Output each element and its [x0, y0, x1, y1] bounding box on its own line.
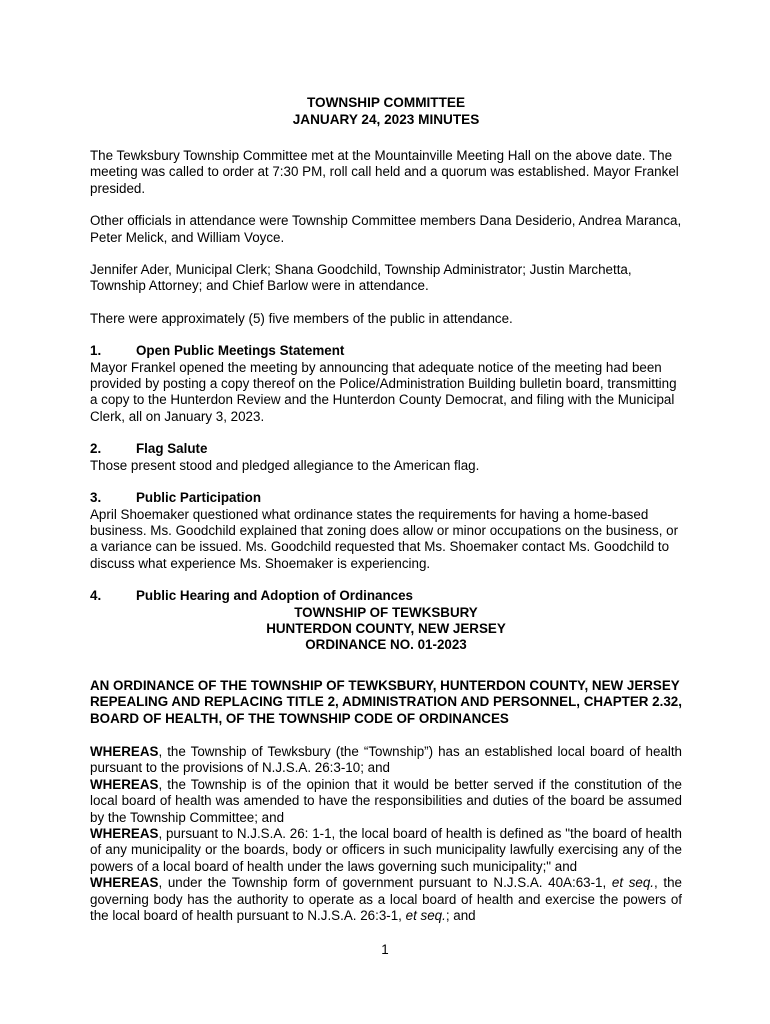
document-title: TOWNSHIP COMMITTEE	[306, 95, 466, 110]
whereas-label: WHEREAS	[90, 743, 159, 759]
document-subtitle: JANUARY 24, 2023 MINUTES	[292, 112, 480, 127]
section-body-public-participation: April Shoemaker questioned what ordinance states the requirements for having a home-based business. Ms. Goodchild explained that zoning does allow or minor occupations on the business, or a variance can be issued. Ms. Goodchild requested that Ms. Shoemaker contact Ms. Goodchild to discuss what experience Ms. Shoemaker is experiencing.	[90, 506, 679, 571]
section-title: Open Public Meetings Statement	[136, 343, 345, 359]
page-number: 1	[381, 942, 389, 957]
section-body-flag-salute: Those present stood and pledged allegiance to the American flag.	[90, 457, 480, 473]
whereas-italic: et seq.	[611, 875, 655, 891]
whereas-text: , pursuant to N.J.S.A. 26: 1-1, the local board of health is defined as "the board of health of any municipality or the boards, body or officers in such municipality lawfully exercising any of the powers of a local board of health under the laws governing such municipality;" and	[90, 826, 682, 874]
section-number: 1.	[90, 343, 102, 359]
whereas-text: , the Township is of the opinion that it would be better served if the constitution of the local board of health was amended to have the responsibilities and duties of the board be assumed by the Township Committee; and	[90, 776, 682, 825]
whereas-clause-2	[90, 777, 682, 826]
section-title: Public Participation	[136, 490, 262, 506]
whereas-label: WHEREAS	[90, 776, 159, 792]
intro-paragraph-staff: Jennifer Ader, Municipal Clerk; Shana Goodchild, Township Administrator; Justin Marchetta, Township Attorney; and Chief Barlow were in attendance.	[90, 262, 632, 294]
section-heading-flag-salute	[90, 441, 682, 457]
section-number: 2.	[90, 441, 102, 457]
ordinance-township: TOWNSHIP OF TEWKSBURY	[294, 604, 478, 620]
whereas-text: ; and	[445, 908, 476, 924]
ordinance-county: HUNTERDON COUNTY, NEW JERSEY	[266, 620, 506, 636]
section-title: Flag Salute	[136, 441, 208, 457]
section-body-open-public-meetings: Mayor Frankel opened the meeting by announcing that adequate notice of the meeting had been provided by posting a copy thereof on the Police/Administration Building bulletin board, transmitting a copy to the Hunterdon Review and the Hunterdon County Democrat, and filing with the Municipal Clerk, all on January 3, 2023.	[90, 359, 677, 424]
intro-paragraph-officials: Other officials in attendance were Township Committee members Dana Desiderio, Andrea Maranca, Peter Melick, and William Voyce.	[90, 213, 682, 245]
whereas-text: , under the Township form of government pursuant to N.J.S.A. 40A:63-1,	[158, 875, 612, 891]
whereas-clause-3	[90, 826, 682, 875]
section-heading-open-public-meetings	[90, 343, 682, 359]
intro-paragraph-call-to-order: The Tewksbury Township Committee met at the Mountainville Meeting Hall on the above date. The meeting was called to order at 7:30 PM, roll call held and a quorum was established. Mayor Frankel presided.	[90, 148, 679, 196]
section-heading-public-participation	[90, 490, 682, 506]
section-number: 4.	[90, 588, 102, 604]
ordinance-number: ORDINANCE NO. 01-2023	[305, 637, 467, 653]
section-number: 3.	[90, 490, 102, 506]
whereas-clause-4	[90, 875, 682, 924]
whereas-label: WHEREAS	[90, 875, 159, 891]
whereas-clause-1	[90, 744, 682, 777]
whereas-text: , the governing body has the authority to operate as a local board of health and exercise the powers of the local board of health pursuant to N.J.S.A. 26:3-1,	[90, 875, 682, 924]
whereas-label: WHEREAS	[90, 826, 159, 841]
ordinance-title: AN ORDINANCE OF THE TOWNSHIP OF TEWKSBURY, HUNTERDON COUNTY, NEW JERSEY REPEALING AND REPLACING TITLE 2, ADMINISTRATION AND PERSONNEL, CHAPTER 2.32, BOARD OF HEALTH, OF THE TOWNSHIP CODE OF ORDINANCES	[90, 677, 682, 726]
section-title: Public Hearing and Adoption of Ordinances	[136, 588, 414, 604]
intro-paragraph-public: There were approximately (5) five members of the public in attendance.	[90, 310, 513, 326]
section-heading-ordinances	[90, 588, 682, 604]
whereas-text: , the Township of Tewksbury (the “Township”) has an established local board of health pursuant to the provisions of N.J.S.A. 26:3-10; and	[90, 743, 682, 776]
minutes-body	[90, 94, 682, 924]
whereas-italic: et seq.	[405, 908, 446, 924]
